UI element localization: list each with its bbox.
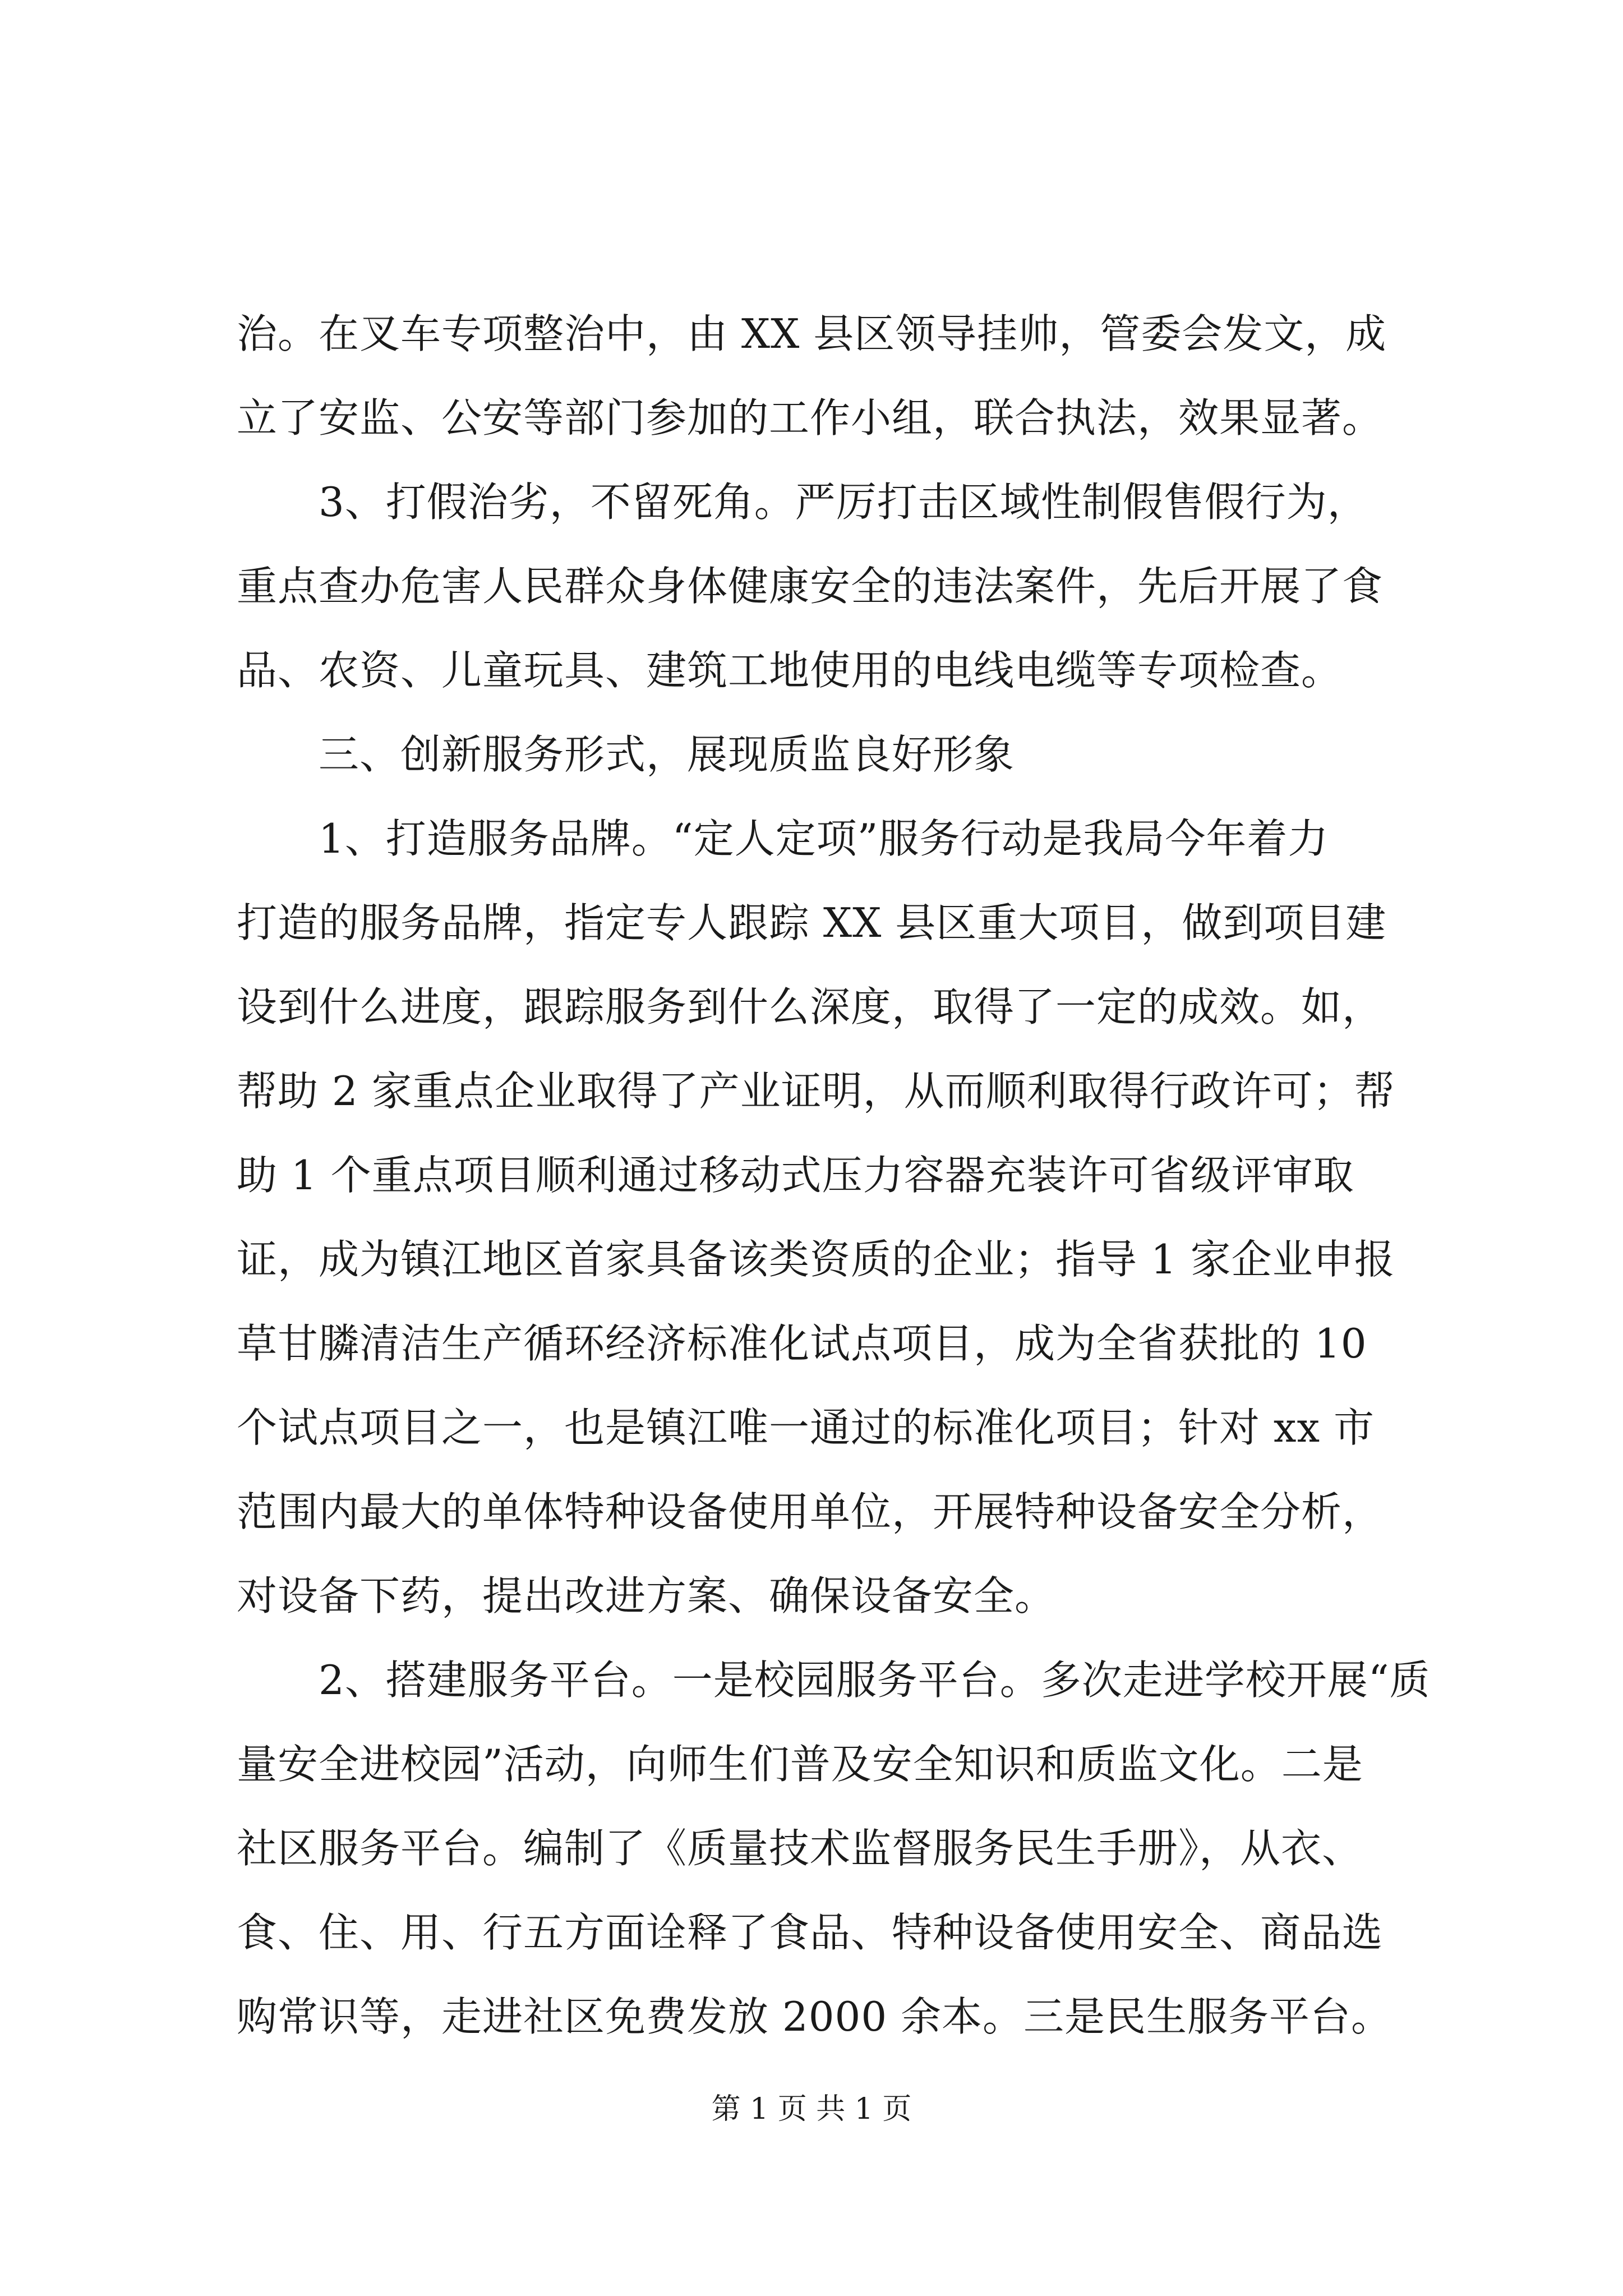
text-line: 助 1 个重点项目顺利通过移动式压力容器充装许可省级评审取 [237,1152,1354,1199]
text-line: 范围内最大的单体特种设备使用单位，开展特种设备安全分析， [237,1488,1384,1535]
text-line: 重点查办危害人民群众身体健康安全的违法案件，先后开展了食 [237,563,1384,610]
text-line: 证，成为镇江地区首家具备该类资质的企业；指导 1 家企业申报 [237,1236,1395,1283]
text-line: 品、农资、儿童玩具、建筑工地使用的电线电缆等专项检查。 [237,647,1343,694]
section-heading: 三、创新服务形式，展现质监良好形象 [237,731,1015,778]
body-text [237,292,1431,2059]
text-line: 3、打假治劣，不留死角。严厉打击区域性制假售假行为， [237,478,1368,526]
text-line: 2、搭建服务平台。一是校园服务平台。多次走进学校开展“质 [237,1657,1431,1704]
text-line: 量安全进校园”活动，向师生们普及安全知识和质监文化。二是 [237,1741,1363,1788]
text-line: 设到什么进度，跟踪服务到什么深度，取得了一定的成效。如， [237,983,1384,1030]
text-line: 帮助 2 家重点企业取得了产业证明，从而顺利取得行政许可；帮 [237,1068,1395,1115]
page-footer [0,2090,1623,2129]
text-line: 对设备下药，提出改进方案、确保设备安全。 [237,1572,1056,1619]
text-line: 社区服务平台。编制了《质量技术监督服务民生手册》，从衣、 [237,1825,1363,1872]
text-line: 打造的服务品牌，指定专人跟踪 XX 县区重大项目，做到项目建 [237,899,1387,946]
page-number-label: 第 1 页 共 1 页 [711,2092,912,2126]
text-line: 食、住、用、行五方面诠释了食品、特种设备使用安全、商品选 [237,1909,1384,1956]
text-line: 1、打造服务品牌。“定人定项”服务行动是我局今年着力 [237,815,1329,862]
text-line: 草甘膦清洁生产循环经济标准化试点项目，成为全省获批的 10 [237,1320,1367,1367]
text-line: 个试点项目之一，也是镇江唯一通过的标准化项目；针对 xx 市 [237,1404,1375,1451]
text-line: 治。在叉车专项整治中，由 XX 县区领导挂帅，管委会发文，成 [237,310,1387,357]
text-line: 购常识等，走进社区免费发放 2000 余本。三是民生服务平台。 [237,1993,1393,2040]
text-line: 立了安监、公安等部门参加的工作小组，联合执法，效果显著。 [237,394,1384,441]
